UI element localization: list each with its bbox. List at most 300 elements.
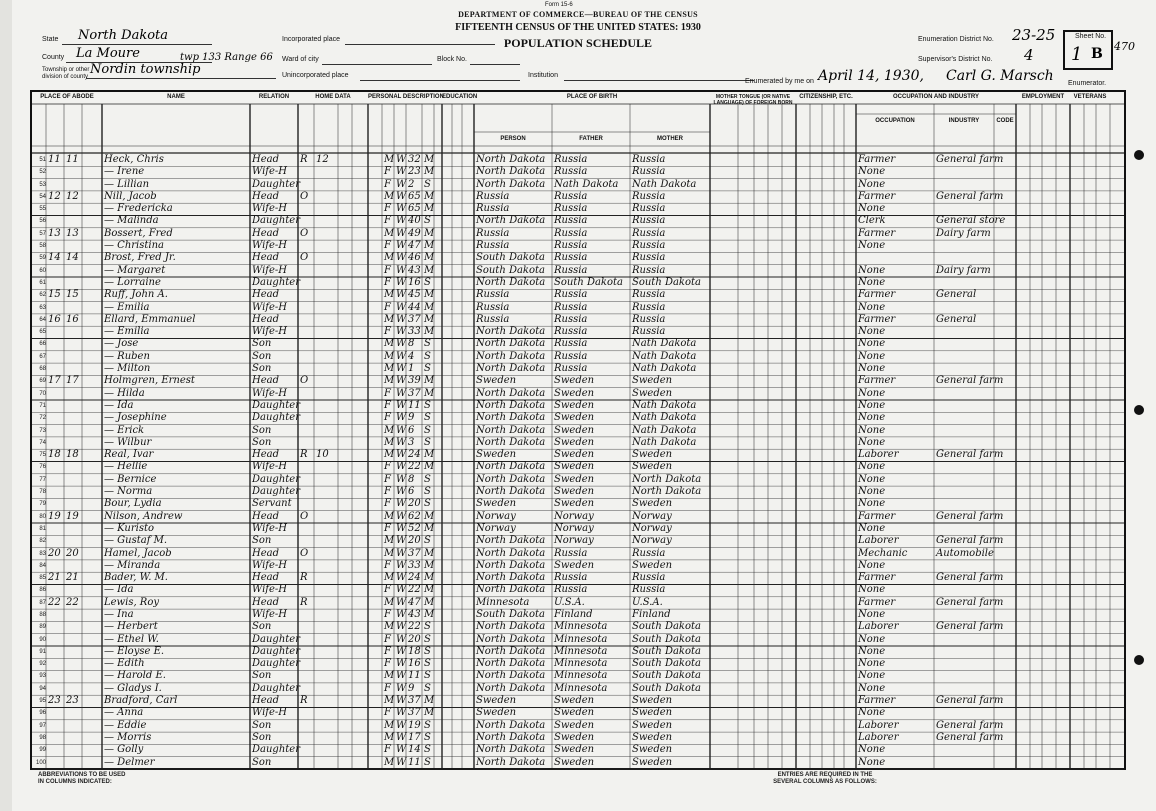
group-place-of-abode: PLACE OF ABODE — [40, 94, 94, 100]
birthplace-mother: Russia — [632, 584, 666, 596]
relation: Daughter — [252, 399, 300, 411]
birthplace-mother: Sweden — [632, 695, 673, 707]
relation: Wife-H — [252, 240, 288, 252]
person-name: — Milton — [104, 363, 151, 375]
birthplace-person: North Dakota — [476, 633, 546, 645]
sex: F — [384, 215, 391, 227]
birthplace-father: Sweden — [554, 375, 595, 387]
table-row — [32, 584, 1124, 596]
age: 43 — [408, 264, 421, 276]
person-name: — Lorraine — [104, 276, 161, 288]
occupation: Laborer — [858, 535, 899, 547]
occupation: None — [858, 559, 886, 571]
birthplace-father: Sweden — [554, 449, 595, 461]
marital-status: M — [424, 547, 435, 559]
race: W — [396, 375, 407, 387]
person-name: Ellard, Emmanuel — [104, 313, 196, 325]
marital-status: M — [424, 264, 435, 276]
occupation: None — [858, 584, 886, 596]
occupation: Farmer — [858, 572, 896, 584]
entries-title: ENTRIES ARE REQUIRED IN THE SEVERAL COLUMNS AS FOLLOWS: — [773, 772, 877, 785]
birthplace-person: North Dakota — [476, 486, 546, 498]
race: W — [396, 486, 407, 498]
sex: M — [384, 436, 395, 448]
birthplace-father: Sweden — [554, 461, 595, 473]
birthplace-mother: Russia — [632, 313, 666, 325]
race: W — [396, 436, 407, 448]
relation: Son — [252, 535, 272, 547]
sex: M — [384, 289, 395, 301]
occupation: Clerk — [858, 215, 886, 227]
table-row — [32, 203, 1124, 215]
line-number: 68 — [39, 366, 46, 373]
birthplace-person: North Dakota — [476, 399, 546, 411]
birthplace-mother: Nath Dakota — [632, 178, 697, 190]
occupation: Laborer — [858, 731, 899, 743]
person-name: Holmgren, Ernest — [104, 375, 195, 387]
occupation: None — [858, 387, 886, 399]
industry: General farm — [936, 621, 1004, 633]
relation: Head — [252, 596, 280, 608]
sex: M — [384, 252, 395, 264]
birth-mother-header: MOTHER — [657, 136, 683, 142]
group-citizenship: CITIZENSHIP, ETC. — [799, 94, 853, 100]
birthplace-father: Sweden — [554, 559, 595, 571]
home-owned: R — [300, 154, 308, 165]
person-name: — Eloyse E. — [104, 645, 165, 657]
birthplace-father: South Dakota — [554, 276, 623, 288]
race: W — [396, 522, 407, 534]
table-row — [32, 154, 1124, 166]
age: 52 — [408, 522, 421, 534]
person-name: Heck, Chris — [104, 154, 164, 165]
birthplace-mother: Nath Dakota — [632, 412, 697, 424]
sex: M — [384, 756, 395, 768]
relation: Servant — [252, 498, 292, 510]
race: W — [396, 424, 407, 436]
marital-status: M — [424, 559, 435, 571]
birthplace-mother: North Dakota — [632, 486, 702, 498]
sex: F — [384, 399, 391, 411]
marital-status: M — [424, 252, 435, 264]
table-row — [32, 511, 1124, 523]
marital-status: M — [424, 166, 435, 178]
race: W — [396, 473, 407, 485]
birthplace-person: North Dakota — [476, 731, 546, 743]
age: 18 — [408, 645, 421, 657]
race: W — [396, 154, 407, 165]
marital-status: S — [424, 338, 431, 350]
age: 32 — [408, 154, 421, 165]
person-name: — Golly — [104, 744, 144, 756]
table-row — [32, 265, 1124, 277]
table-row — [32, 437, 1124, 449]
sex: F — [384, 473, 391, 485]
occupation: None — [858, 203, 886, 215]
township-label: Township or other division of county — [42, 67, 90, 80]
sex: F — [384, 326, 391, 338]
occupation: Laborer — [858, 621, 899, 633]
industry: General farm — [936, 535, 1004, 547]
birthplace-mother: Sweden — [632, 756, 673, 768]
race: W — [396, 203, 407, 215]
race: W — [396, 731, 407, 743]
dwelling-number: 18 — [48, 449, 61, 461]
race: W — [396, 670, 407, 682]
birthplace-father: Russia — [554, 227, 588, 239]
marital-status: S — [424, 276, 431, 288]
line-number: 67 — [39, 353, 46, 360]
race: W — [396, 510, 407, 522]
line-number: 93 — [39, 673, 46, 680]
township-note: twp 133 Range 66 — [180, 52, 273, 63]
birthplace-mother: Sweden — [632, 744, 673, 756]
family-number: 14 — [66, 252, 79, 264]
sex: F — [384, 461, 391, 473]
birthplace-father: Russia — [554, 313, 588, 325]
marital-status: M — [424, 289, 435, 301]
marital-status: S — [424, 486, 431, 498]
group-relation: RELATION — [258, 94, 290, 100]
abbreviations-title: ABBREVIATIONS TO BE USED IN COLUMNS INDICATED: — [38, 772, 126, 785]
birthplace-father: Norway — [554, 535, 594, 547]
person-name: — Harold E. — [104, 670, 166, 682]
birthplace-person: North Dakota — [476, 326, 546, 338]
occupation: None — [858, 633, 886, 645]
table-row — [32, 609, 1124, 621]
race: W — [396, 190, 407, 202]
industry: Automobile — [936, 547, 994, 559]
line-number: 81 — [39, 525, 46, 532]
marital-status: S — [424, 473, 431, 485]
occupation: None — [858, 240, 886, 252]
person-name: Brost, Fred Jr. — [104, 252, 176, 264]
race: W — [396, 572, 407, 584]
age: 19 — [408, 719, 421, 731]
sheet-suffix: B — [1091, 46, 1103, 62]
race: W — [396, 301, 407, 313]
person-name: — Norma — [104, 486, 153, 498]
marital-status: S — [424, 424, 431, 436]
age: 37 — [408, 547, 421, 559]
birthplace-mother: Sweden — [632, 719, 673, 731]
marital-status: M — [424, 154, 435, 165]
age: 17 — [408, 731, 421, 743]
birthplace-person: Russia — [476, 190, 510, 202]
birthplace-father: Sweden — [554, 719, 595, 731]
marital-status: M — [424, 695, 435, 707]
dwelling-number: 17 — [48, 375, 61, 387]
marital-status: S — [424, 633, 431, 645]
dwelling-number: 19 — [48, 510, 61, 522]
birthplace-mother: Sweden — [632, 707, 673, 719]
enumerated-date: April 14, 1930, — [818, 68, 924, 84]
relation: Son — [252, 731, 272, 743]
occupation: None — [858, 363, 886, 375]
relation: Daughter — [252, 215, 300, 227]
birthplace-father: Sweden — [554, 695, 595, 707]
sex: F — [384, 276, 391, 288]
line-number: 90 — [39, 636, 46, 643]
incorporated-label: Incorporated place — [282, 36, 340, 43]
age: 37 — [408, 707, 421, 719]
line-number: 80 — [39, 513, 46, 520]
age: 39 — [408, 375, 421, 387]
person-name: — Miranda — [104, 559, 161, 571]
birthplace-person: Norway — [476, 510, 516, 522]
age: 65 — [408, 203, 421, 215]
age: 11 — [408, 399, 421, 411]
table-row — [32, 375, 1124, 387]
marital-status: S — [424, 498, 431, 510]
industry: General store — [936, 215, 1006, 227]
sheet-label: Sheet No. — [1075, 33, 1107, 40]
birthplace-person: North Dakota — [476, 387, 546, 399]
table-row — [32, 252, 1124, 264]
group-occupation: OCCUPATION AND INDUSTRY — [893, 94, 979, 100]
birthplace-person: North Dakota — [476, 412, 546, 424]
person-name: — Jose — [104, 338, 139, 350]
occupation: None — [858, 424, 886, 436]
relation: Head — [252, 510, 280, 522]
family-number: 20 — [66, 547, 79, 559]
line-number: 76 — [39, 464, 46, 471]
age: 37 — [408, 695, 421, 707]
age: 2 — [408, 178, 415, 190]
birthplace-father: U.S.A. — [554, 596, 585, 608]
person-name: — Hellie — [104, 461, 148, 473]
birthplace-person: Sweden — [476, 707, 517, 719]
person-name: — Ida — [104, 584, 134, 596]
table-row — [32, 535, 1124, 547]
relation: Son — [252, 338, 272, 350]
family-number: 22 — [66, 596, 79, 608]
line-number: 65 — [39, 329, 46, 336]
occupation: None — [858, 178, 886, 190]
race: W — [396, 645, 407, 657]
relation: Daughter — [252, 178, 300, 190]
birthplace-father: Nath Dakota — [554, 178, 619, 190]
county-label: County — [42, 54, 65, 61]
age: 11 — [408, 756, 421, 768]
marital-status: S — [424, 399, 431, 411]
birthplace-mother: South Dakota — [632, 645, 701, 657]
marital-status: S — [424, 412, 431, 424]
enumerator-label: Enumerator. — [1068, 80, 1107, 87]
table-row — [32, 720, 1124, 732]
occupation: None — [858, 645, 886, 657]
birthplace-person: South Dakota — [476, 252, 545, 264]
table-row — [32, 732, 1124, 744]
unincorporated-label: Unincorporated place — [282, 72, 349, 79]
line-number: 70 — [39, 390, 46, 397]
marital-status: S — [424, 658, 431, 670]
dwelling-number: 11 — [48, 154, 61, 165]
relation: Wife-H — [252, 707, 288, 719]
relation: Son — [252, 424, 272, 436]
marital-status: S — [424, 350, 431, 362]
race: W — [396, 498, 407, 510]
table-row — [32, 425, 1124, 437]
sex: M — [384, 695, 395, 707]
race: W — [396, 695, 407, 707]
sex: M — [384, 424, 395, 436]
line-number: 97 — [39, 722, 46, 729]
race: W — [396, 178, 407, 190]
race: W — [396, 719, 407, 731]
birthplace-person: North Dakota — [476, 547, 546, 559]
person-name: — Wilbur — [104, 436, 152, 448]
birthplace-mother: Russia — [632, 326, 666, 338]
occupation: None — [858, 264, 886, 276]
birthplace-father: Russia — [554, 572, 588, 584]
table-row — [32, 658, 1124, 670]
group-veterans: VETERANS — [1073, 94, 1107, 100]
age: 6 — [408, 424, 415, 436]
line-number: 75 — [39, 452, 46, 459]
birthplace-person: North Dakota — [476, 276, 546, 288]
occupation: None — [858, 338, 886, 350]
sex: F — [384, 682, 391, 694]
race: W — [396, 264, 407, 276]
person-name: — Fredericka — [104, 203, 173, 215]
birthplace-person: Sweden — [476, 449, 517, 461]
home-owned: O — [300, 375, 309, 387]
home-owned: R — [300, 596, 308, 608]
birthplace-person: North Dakota — [476, 154, 546, 165]
family-number: 11 — [66, 154, 79, 165]
relation: Wife-H — [252, 559, 288, 571]
person-name: — Gladys I. — [104, 682, 162, 694]
relation: Head — [252, 227, 280, 239]
birth-father-header: FATHER — [579, 136, 603, 142]
race: W — [396, 215, 407, 227]
race: W — [396, 338, 407, 350]
table-row — [32, 744, 1124, 756]
marital-status: M — [424, 240, 435, 252]
race: W — [396, 326, 407, 338]
birthplace-father: Russia — [554, 363, 588, 375]
line-number: 56 — [39, 218, 46, 225]
industry-header: INDUSTRY — [948, 118, 980, 124]
table-row — [32, 363, 1124, 375]
line-number: 88 — [39, 611, 46, 618]
sheet-number-box — [1063, 30, 1113, 70]
age: 11 — [408, 670, 421, 682]
marital-status: S — [424, 363, 431, 375]
person-name: — Malinda — [104, 215, 159, 227]
race: W — [396, 461, 407, 473]
group-mother-tongue: MOTHER TONGUE (OR NATIVE LANGUAGE) OF FOREIGN BORN — [713, 94, 793, 106]
age: 20 — [408, 633, 421, 645]
birthplace-father: Sweden — [554, 498, 595, 510]
relation: Daughter — [252, 744, 300, 756]
state-label: State — [42, 36, 59, 43]
line-number: 94 — [39, 685, 46, 692]
age: 47 — [408, 596, 421, 608]
sex: M — [384, 449, 395, 461]
person-name: Bour, Lydia — [104, 498, 162, 510]
person-name: — Erick — [104, 424, 145, 436]
person-name: Bossert, Fred — [104, 227, 173, 239]
line-number: 66 — [39, 341, 46, 348]
line-number: 78 — [39, 489, 46, 496]
birthplace-mother: Russia — [632, 572, 666, 584]
age: 9 — [408, 412, 415, 424]
marital-status: S — [424, 436, 431, 448]
birthplace-mother: Russia — [632, 227, 666, 239]
person-name: — Delmer — [104, 756, 155, 768]
person-name: Hamel, Jacob — [104, 547, 172, 559]
industry: Dairy farm — [936, 227, 991, 239]
home-value: 10 — [316, 449, 329, 461]
occupation: None — [858, 658, 886, 670]
birthplace-father: Minnesota — [554, 633, 608, 645]
birthplace-father: Sweden — [554, 744, 595, 756]
race: W — [396, 682, 407, 694]
occupation: Farmer — [858, 289, 896, 301]
enumerator-name: Carl G. Marsch — [946, 68, 1054, 84]
person-name: — Bernice — [104, 473, 157, 485]
birthplace-father: Russia — [554, 584, 588, 596]
birthplace-person: North Dakota — [476, 572, 546, 584]
family-number: 15 — [66, 289, 79, 301]
birthplace-father: Finland — [554, 608, 593, 620]
sex: F — [384, 658, 391, 670]
person-name: — Anna — [104, 707, 144, 719]
line-number: 100 — [35, 759, 46, 766]
industry: General farm — [936, 510, 1004, 522]
age: 22 — [408, 584, 421, 596]
department-title: DEPARTMENT OF COMMERCE—BUREAU OF THE CENSUS — [458, 10, 698, 19]
line-number: 55 — [39, 206, 46, 213]
dwelling-number: 23 — [48, 695, 61, 707]
occupation: None — [858, 756, 886, 768]
sex: M — [384, 154, 395, 165]
line-number: 51 — [39, 157, 46, 163]
sex: F — [384, 498, 391, 510]
sex: F — [384, 486, 391, 498]
relation: Daughter — [252, 473, 300, 485]
relation: Son — [252, 350, 272, 362]
birthplace-person: North Dakota — [476, 436, 546, 448]
age: 16 — [408, 658, 421, 670]
line-number: 69 — [39, 378, 46, 385]
table-row — [32, 326, 1124, 338]
dwelling-number: 22 — [48, 596, 61, 608]
sex: F — [384, 301, 391, 313]
marital-status: M — [424, 449, 435, 461]
occupation: Farmer — [858, 227, 896, 239]
industry: General farm — [936, 695, 1004, 707]
race: W — [396, 399, 407, 411]
relation: Head — [252, 572, 280, 584]
birthplace-person: Sweden — [476, 375, 517, 387]
family-number: 23 — [66, 695, 79, 707]
race: W — [396, 412, 407, 424]
marital-status: S — [424, 670, 431, 682]
occupation: None — [858, 326, 886, 338]
birthplace-person: Russia — [476, 289, 510, 301]
family-number: 12 — [66, 190, 79, 202]
table-row — [32, 548, 1124, 560]
table-row — [32, 486, 1124, 498]
line-number: 77 — [39, 476, 46, 483]
age: 1 — [408, 363, 415, 375]
birthplace-mother: Russia — [632, 190, 666, 202]
person-name: — Irene — [104, 166, 145, 178]
sex: F — [384, 240, 391, 252]
